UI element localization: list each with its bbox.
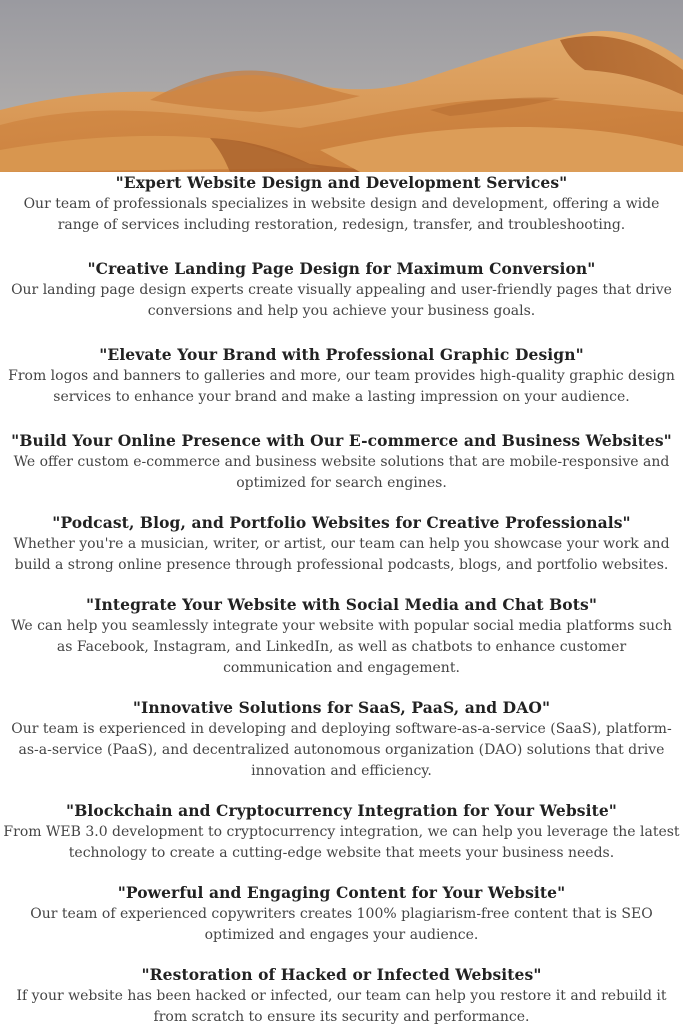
- service-title: "Build Your Online Presence with Our E-commerce and Business Websites": [11, 431, 672, 450]
- service-section-web-design: [0, 172, 683, 236]
- service-description: If your website has been hacked or infected, our team can help you restore it and rebuild it from scratch to ensure its security and performance.: [16, 988, 667, 1025]
- service-description: Our team of professionals specializes in website design and development, offering a wide range of services including restoration, redesign, transfer, and troubleshooting.: [23, 196, 660, 233]
- service-section-ecommerce: [0, 430, 683, 494]
- service-description: Whether you're a musician, writer, or artist, our team can help you showcase your work and build a strong online presence through professional podcasts, blogs, and portfolio websites.: [13, 536, 670, 573]
- service-section-graphic-design: [0, 344, 683, 408]
- service-section-social-media: [0, 594, 683, 679]
- service-description: We offer custom e-commerce and business website solutions that are mobile-responsive and optimized for search engines.: [13, 454, 670, 491]
- services-list: [0, 172, 683, 1028]
- service-title: "Blockchain and Cryptocurrency Integration for Your Website": [66, 801, 617, 820]
- service-title: "Creative Landing Page Design for Maximum Conversion": [87, 259, 596, 278]
- service-title: "Powerful and Engaging Content for Your Website": [117, 883, 566, 902]
- service-description: We can help you seamlessly integrate your website with popular social media platforms such as Facebook, Instagram, and LinkedIn, as well as chatbots to enhance customer communication and engagement.: [11, 618, 672, 676]
- service-title: "Expert Website Design and Development Services": [115, 173, 568, 192]
- service-description: Our team of experienced copywriters creates 100% plagiarism-free content that is SEO optimized and engages your audience.: [30, 906, 653, 943]
- service-section-blockchain: [0, 800, 683, 864]
- service-description: Our landing page design experts create visually appealing and user-friendly pages that drive conversions and help you achieve your business goals.: [11, 282, 672, 319]
- service-title: "Integrate Your Website with Social Media and Chat Bots": [85, 595, 598, 614]
- service-section-saas: [0, 697, 683, 782]
- service-title: "Elevate Your Brand with Professional Graphic Design": [99, 345, 584, 364]
- service-section-restoration: [0, 964, 683, 1028]
- service-section-podcast-blog: [0, 512, 683, 576]
- desert-dunes-hero-image: [0, 0, 683, 172]
- service-title: "Podcast, Blog, and Portfolio Websites for Creative Professionals": [52, 513, 631, 532]
- service-section-landing-page: [0, 258, 683, 322]
- service-section-content: [0, 882, 683, 946]
- service-title: "Restoration of Hacked or Infected Websites": [141, 965, 542, 984]
- service-description: Our team is experienced in developing and deploying software-as-a-service (SaaS), platform-as-a-service (PaaS), and decentralized autonomous organization (DAO) solutions that drive innovation and efficiency.: [11, 721, 672, 779]
- service-title: "Innovative Solutions for SaaS, PaaS, and DAO": [132, 698, 551, 717]
- service-description: From logos and banners to galleries and more, our team provides high-quality graphic design services to enhance your brand and make a lasting impression on your audience.: [8, 368, 675, 405]
- service-description: From WEB 3.0 development to cryptocurrency integration, we can help you leverage the latest technology to create a cutting-edge website that meets your business needs.: [3, 824, 680, 861]
